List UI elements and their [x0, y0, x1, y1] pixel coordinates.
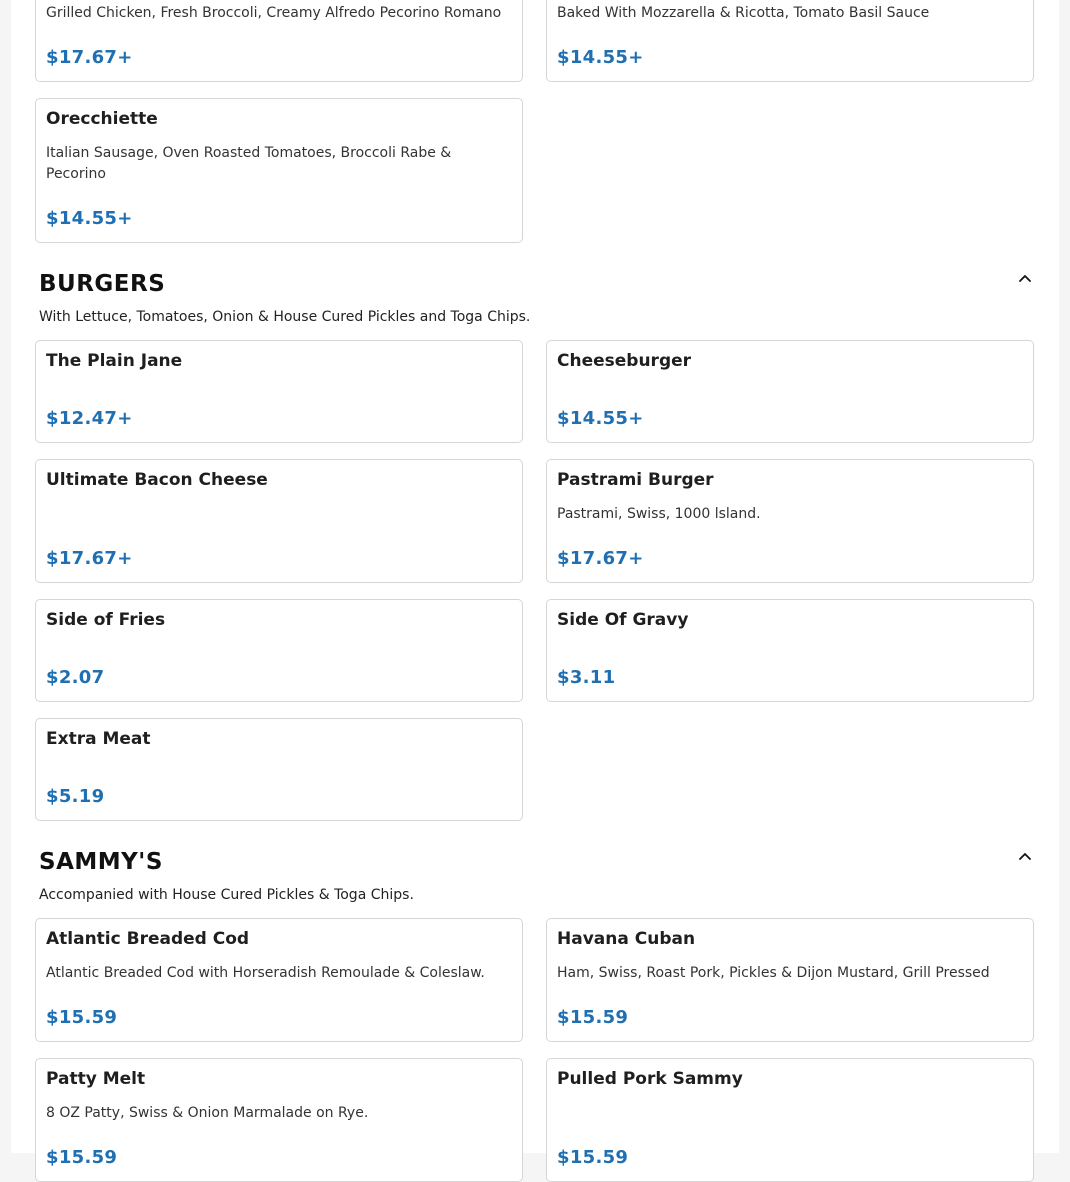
item-description: 8 OZ Patty, Swiss & Onion Marmalade on Rye. — [46, 1105, 369, 1121]
item-price: $14.55+ — [557, 408, 644, 429]
item-name: Side of Fries — [46, 610, 166, 630]
item-description: Pastrami, Swiss, 1000 lsland. — [557, 506, 761, 522]
item-name: Orecchiette — [46, 109, 158, 129]
item-description: Italian Sausage, Oven Roasted Tomatoes, Broccoli Rabe & Pecorino — [46, 145, 452, 182]
item-name: Extra Meat — [46, 729, 151, 749]
item-name: Atlantic Breaded Cod — [46, 929, 250, 949]
menu-item-card[interactable] — [35, 1058, 523, 1182]
section-subtitle-sammys: Accompanied with House Cured Pickles & Toga Chips. — [39, 887, 414, 903]
item-description: Grilled Chicken, Fresh Broccoli, Creamy Alfredo Pecorino Romano — [46, 5, 502, 21]
menu-page — [11, 0, 1059, 1168]
item-price: $17.67+ — [46, 548, 133, 569]
menu-item-card[interactable] — [546, 599, 1034, 702]
item-price: $17.67+ — [46, 47, 133, 68]
item-name: Cheeseburger — [557, 351, 692, 371]
item-name: Side Of Gravy — [557, 610, 689, 630]
section-title-sammys: SAMMY'S — [39, 849, 163, 875]
item-price: $3.11 — [557, 667, 616, 688]
item-price: $12.47+ — [46, 408, 133, 429]
section-title-burgers: BURGERS — [39, 271, 166, 297]
menu-item-card[interactable] — [35, 0, 523, 82]
menu-item-card[interactable] — [35, 718, 523, 821]
menu-item-card[interactable] — [546, 0, 1034, 82]
item-price: $15.59 — [46, 1007, 118, 1028]
item-name: The Plain Jane — [46, 351, 183, 371]
menu-item-card[interactable] — [35, 599, 523, 702]
item-price: $14.55+ — [46, 208, 133, 229]
item-name: Havana Cuban — [557, 929, 696, 949]
chevron-up-icon[interactable] — [1017, 270, 1033, 286]
menu-item-card[interactable] — [35, 918, 523, 1042]
item-price: $2.07 — [46, 667, 105, 688]
item-price: $15.59 — [557, 1147, 629, 1168]
item-description: Atlantic Breaded Cod with Horseradish Remoulade & Coleslaw. — [46, 965, 485, 981]
menu-item-card[interactable] — [546, 340, 1034, 443]
menu-item-card[interactable] — [35, 340, 523, 443]
item-price: $15.59 — [557, 1007, 629, 1028]
chevron-up-icon[interactable] — [1017, 848, 1033, 864]
item-description: Baked With Mozzarella & Ricotta, Tomato Basil Sauce — [557, 5, 930, 21]
menu-item-card[interactable] — [35, 98, 523, 243]
item-price: $14.55+ — [557, 47, 644, 68]
item-name: Pulled Pork Sammy — [557, 1069, 743, 1089]
item-price: $15.59 — [46, 1147, 118, 1168]
menu-item-card[interactable] — [546, 1058, 1034, 1182]
section-subtitle-burgers: With Lettuce, Tomatoes, Onion & House Cured Pickles and Toga Chips. — [39, 309, 531, 325]
menu-item-card[interactable] — [546, 459, 1034, 583]
item-name: Patty Melt — [46, 1069, 146, 1089]
item-description: Ham, Swiss, Roast Pork, Pickles & Dijon Mustard, Grill Pressed — [557, 965, 990, 981]
item-price: $17.67+ — [557, 548, 644, 569]
item-name: Pastrami Burger — [557, 470, 714, 490]
item-name: Ultimate Bacon Cheese — [46, 470, 268, 490]
menu-item-card[interactable] — [546, 918, 1034, 1042]
menu-item-card[interactable] — [35, 459, 523, 583]
item-price: $5.19 — [46, 786, 105, 807]
